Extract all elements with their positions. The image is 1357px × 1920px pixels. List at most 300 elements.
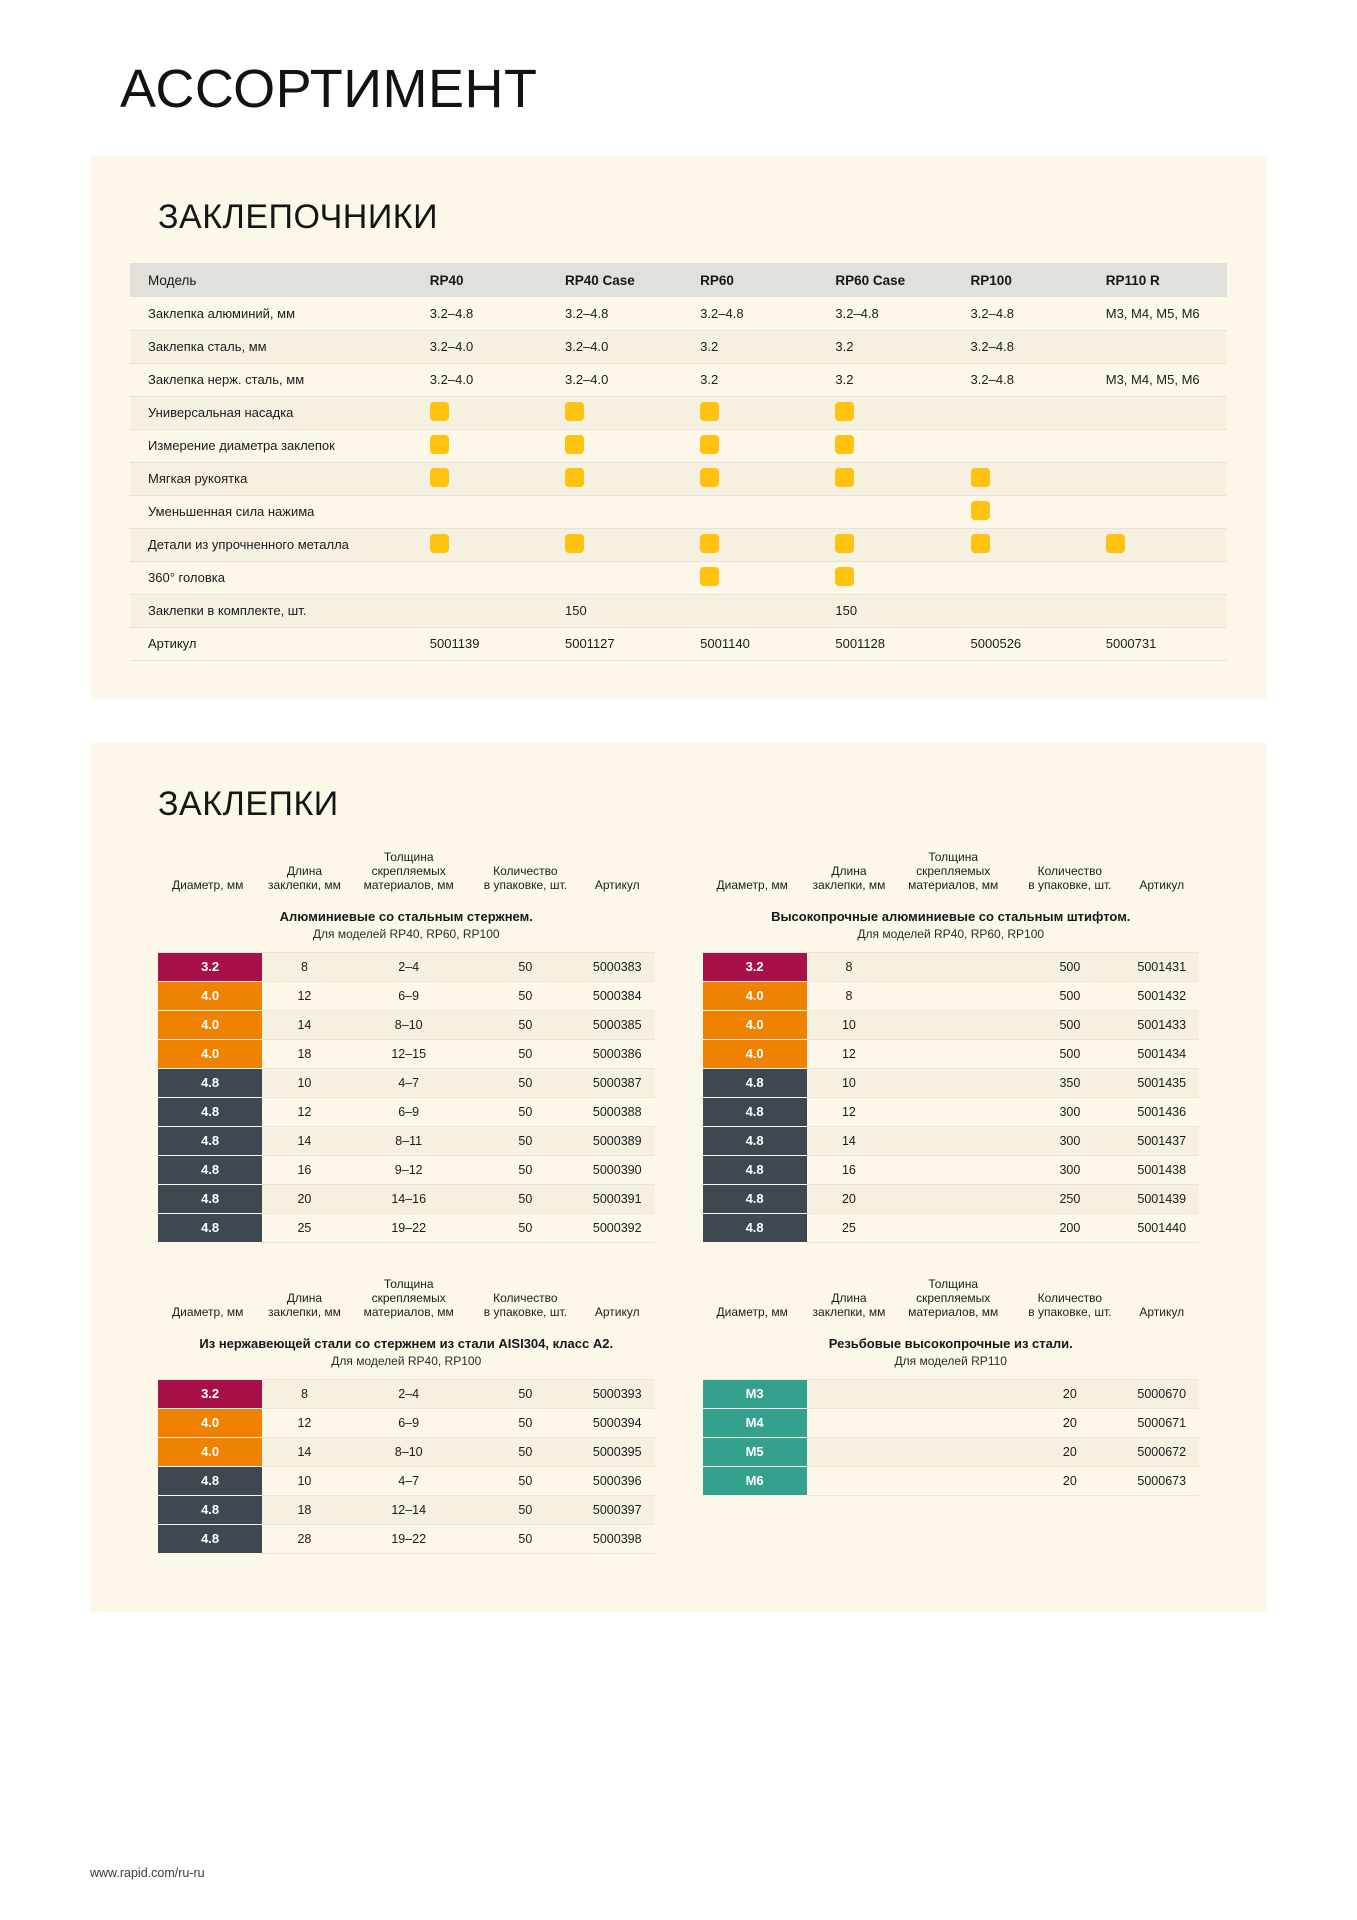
rivets-table-head: [703, 850, 1200, 899]
table-cell: 3.2–4.8: [551, 297, 686, 330]
table-cell: 5000383: [580, 952, 655, 981]
table-cell: 10: [807, 1010, 891, 1039]
riveters-col-header: Модель: [130, 263, 416, 297]
table-row: [158, 1466, 655, 1495]
table-row: [703, 1010, 1200, 1039]
table-cell: 5000391: [580, 1184, 655, 1213]
rivets-table-head: [158, 850, 655, 899]
table-cell: [891, 1213, 1015, 1242]
diameter-badge: 4.0: [158, 981, 262, 1010]
riveters-col-header: RP40 Case: [551, 263, 686, 297]
table-row: [158, 952, 655, 981]
table-row: [703, 1408, 1200, 1437]
feature-dot-icon: [957, 462, 1092, 495]
group-header-row: [158, 1326, 655, 1379]
table-cell: 5001437: [1124, 1126, 1199, 1155]
rivets-col-header: Толщина скрепляемых материалов, мм: [363, 849, 454, 892]
group-header-cell: [158, 899, 655, 952]
feature-dot-icon: [686, 528, 821, 561]
table-cell: 150: [551, 594, 686, 627]
table-cell: 8: [807, 952, 891, 981]
feature-dot-icon: [821, 528, 956, 561]
feature-dot-icon: [821, 396, 956, 429]
table-cell: 3.2: [686, 330, 821, 363]
table-cell: 5000394: [580, 1408, 655, 1437]
diameter-badge: M5: [703, 1437, 807, 1466]
table-row: [703, 1466, 1200, 1495]
yellow-square-icon: [700, 534, 719, 553]
table-cell: 20: [1015, 1466, 1124, 1495]
table-cell: 5001433: [1124, 1010, 1199, 1039]
table-cell: [891, 1068, 1015, 1097]
table-cell: 3.2–4.8: [957, 363, 1092, 396]
rivets-col-header: Толщина скрепляемых материалов, мм: [908, 849, 999, 892]
table-cell: 25: [262, 1213, 346, 1242]
rivets-table-1: [703, 850, 1200, 1243]
riveters-col-header: RP110 R: [1092, 263, 1227, 297]
diameter-badge: 3.2: [158, 952, 262, 981]
table-row: [703, 1126, 1200, 1155]
table-cell: [416, 561, 551, 594]
table-row: [158, 1495, 655, 1524]
rivets-col-header: Количество в упаковке, шт.: [1028, 863, 1112, 892]
diameter-badge: 4.8: [703, 1126, 807, 1155]
table-row: [703, 1097, 1200, 1126]
row-label: Уменьшенная сила нажима: [130, 495, 416, 528]
table-cell: 4–7: [347, 1068, 471, 1097]
page-title: АССОРТИМЕНТ: [120, 59, 538, 119]
riveters-table-body: [130, 297, 1227, 660]
riveters-col-header: RP40: [416, 263, 551, 297]
table-header-row: [703, 850, 1200, 899]
table-cell: 19–22: [347, 1213, 471, 1242]
table-cell: [891, 1039, 1015, 1068]
riveters-heading: ЗАКЛЕПОЧНИКИ: [158, 198, 439, 236]
table-header-row: [158, 1277, 655, 1326]
group-header-cell: [703, 899, 1200, 952]
yellow-square-icon: [430, 435, 449, 454]
rivets-col-header: Диаметр, мм: [172, 877, 244, 892]
table-cell: 200: [1015, 1213, 1124, 1242]
feature-dot-icon: [957, 495, 1092, 528]
rivets-table-2: [158, 1277, 655, 1554]
table-row: [158, 1068, 655, 1097]
rivets-col-header: Длина заклепки, мм: [268, 863, 341, 892]
table-row: [130, 627, 1227, 660]
rivets-col-header: Толщина скрепляемых материалов, мм: [363, 1276, 454, 1320]
diameter-badge: 4.0: [158, 1437, 262, 1466]
yellow-square-icon: [1106, 534, 1125, 553]
feature-dot-icon: [551, 528, 686, 561]
table-row: [703, 1155, 1200, 1184]
table-cell: [686, 594, 821, 627]
table-cell: 18: [262, 1495, 346, 1524]
table-row: [158, 1097, 655, 1126]
table-cell: 50: [471, 981, 580, 1010]
table-cell: 50: [471, 1466, 580, 1495]
feature-dot-icon: [821, 561, 956, 594]
table-cell: 5001431: [1124, 952, 1199, 981]
table-cell: [891, 952, 1015, 981]
table-cell: 20: [1015, 1437, 1124, 1466]
table-cell: [416, 594, 551, 627]
table-cell: 12–15: [347, 1039, 471, 1068]
row-label: Заклепка сталь, мм: [130, 330, 416, 363]
table-row: [158, 1408, 655, 1437]
group-title: Высокопрочные алюминиевые со стальным штифтом.: [771, 908, 1131, 924]
diameter-badge: 4.8: [158, 1466, 262, 1495]
table-cell: 5000673: [1124, 1466, 1199, 1495]
table-cell: 2–4: [347, 1379, 471, 1408]
diameter-badge: 4.8: [158, 1126, 262, 1155]
table-cell: 20: [1015, 1379, 1124, 1408]
table-cell: 3.2: [821, 363, 956, 396]
table-row: [703, 1437, 1200, 1466]
table-cell: 12–14: [347, 1495, 471, 1524]
table-row: [158, 1213, 655, 1242]
table-cell: 14: [807, 1126, 891, 1155]
table-cell: 300: [1015, 1155, 1124, 1184]
table-cell: [891, 1126, 1015, 1155]
diameter-badge: 4.0: [703, 1010, 807, 1039]
table-cell: [1092, 330, 1227, 363]
table-cell: 12: [807, 1097, 891, 1126]
table-cell: 12: [262, 1097, 346, 1126]
diameter-badge: M4: [703, 1408, 807, 1437]
yellow-square-icon: [700, 435, 719, 454]
yellow-square-icon: [835, 534, 854, 553]
table-cell: 50: [471, 1184, 580, 1213]
group-header-row: [158, 899, 655, 952]
riveters-col-header: RP60: [686, 263, 821, 297]
diameter-badge: 4.0: [703, 1039, 807, 1068]
diameter-badge: 4.8: [158, 1495, 262, 1524]
diameter-badge: M6: [703, 1466, 807, 1495]
feature-dot-icon: [551, 396, 686, 429]
table-cell: 5000396: [580, 1466, 655, 1495]
table-cell: [807, 1466, 891, 1495]
group-header-cell: [703, 1326, 1200, 1379]
table-cell: [891, 1010, 1015, 1039]
table-cell: 16: [807, 1155, 891, 1184]
table-row: [158, 1379, 655, 1408]
table-cell: [807, 1379, 891, 1408]
table-cell: [1092, 396, 1227, 429]
feature-dot-icon: [1092, 528, 1227, 561]
table-cell: 500: [1015, 1039, 1124, 1068]
table-cell: 3.2–4.8: [416, 297, 551, 330]
table-cell: 12: [807, 1039, 891, 1068]
row-label: Заклепка нерж. сталь, мм: [130, 363, 416, 396]
table-cell: 6–9: [347, 981, 471, 1010]
table-row: [158, 1010, 655, 1039]
table-cell: 5001436: [1124, 1097, 1199, 1126]
table-cell: [1092, 495, 1227, 528]
table-cell: 20: [1015, 1408, 1124, 1437]
group-title: Резьбовые высокопрочные из стали.: [828, 1336, 1073, 1352]
table-cell: 3.2: [686, 363, 821, 396]
rivets-col-header: Длина заклепки, мм: [268, 1290, 341, 1320]
table-row: [158, 1126, 655, 1155]
table-cell: 50: [471, 1039, 580, 1068]
table-row: [158, 1184, 655, 1213]
diameter-badge: 4.8: [703, 1097, 807, 1126]
rivets-col-header: Количество в упаковке, шт.: [1028, 1290, 1112, 1320]
table-cell: 50: [471, 1495, 580, 1524]
table-cell: 5000393: [580, 1379, 655, 1408]
table-cell: 5000390: [580, 1155, 655, 1184]
table-cell: 50: [471, 1213, 580, 1242]
table-cell: [891, 981, 1015, 1010]
table-cell: 10: [807, 1068, 891, 1097]
table-cell: 5000388: [580, 1097, 655, 1126]
table-header-row: [158, 850, 655, 899]
row-label: 360° головка: [130, 561, 416, 594]
column-spacer: [158, 1243, 655, 1277]
yellow-square-icon: [835, 468, 854, 487]
table-cell: 14: [262, 1126, 346, 1155]
footer-url[interactable]: www.rapid.com/ru-ru: [90, 1866, 205, 1880]
table-cell: 5001439: [1124, 1184, 1199, 1213]
diameter-badge: 4.8: [703, 1068, 807, 1097]
table-cell: 50: [471, 1524, 580, 1553]
yellow-square-icon: [430, 468, 449, 487]
table-row: [130, 594, 1227, 627]
riveters-table: [130, 263, 1227, 661]
table-cell: 2–4: [347, 952, 471, 981]
table-row: [703, 1213, 1200, 1242]
yellow-square-icon: [835, 402, 854, 421]
table-cell: 5001440: [1124, 1213, 1199, 1242]
yellow-square-icon: [430, 534, 449, 553]
table-cell: 3.2–4.8: [957, 330, 1092, 363]
table-cell: M3, M4, M5, M6: [1092, 297, 1227, 330]
table-row: [158, 1524, 655, 1553]
table-row: [158, 1437, 655, 1466]
rivets-col-header: Диаметр, мм: [716, 1305, 788, 1320]
feature-dot-icon: [416, 462, 551, 495]
table-cell: 350: [1015, 1068, 1124, 1097]
rivets-col-header: Артикул: [594, 877, 640, 892]
table-cell: 5000526: [957, 627, 1092, 660]
feature-dot-icon: [416, 429, 551, 462]
rivets-columns: [158, 850, 1199, 1554]
group-title: Алюминиевые со стальным стержнем.: [279, 908, 533, 924]
table-cell: [891, 1184, 1015, 1213]
yellow-square-icon: [835, 567, 854, 586]
table-cell: 3.2–4.0: [551, 363, 686, 396]
table-cell: 5000397: [580, 1495, 655, 1524]
rivets-col-header: Артикул: [1139, 1305, 1185, 1320]
table-cell: 5000671: [1124, 1408, 1199, 1437]
table-cell: [957, 594, 1092, 627]
yellow-square-icon: [971, 534, 990, 553]
table-cell: 5000386: [580, 1039, 655, 1068]
yellow-square-icon: [565, 435, 584, 454]
rivets-col-header: Количество в упаковке, шт.: [483, 1290, 567, 1320]
table-cell: 16: [262, 1155, 346, 1184]
table-cell: 6–9: [347, 1408, 471, 1437]
table-cell: 10: [262, 1068, 346, 1097]
table-row: [703, 981, 1200, 1010]
row-label: Детали из упрочненного металла: [130, 528, 416, 561]
rivets-heading: ЗАКЛЕПКИ: [158, 784, 339, 823]
table-cell: 5001127: [551, 627, 686, 660]
feature-dot-icon: [416, 396, 551, 429]
table-cell: 8–11: [347, 1126, 471, 1155]
rivets-table-body: [158, 899, 655, 1242]
group-subtitle: Для моделей RP40, RP60, RP100: [312, 926, 500, 941]
table-cell: 5000672: [1124, 1437, 1199, 1466]
diameter-badge: 4.8: [158, 1524, 262, 1553]
table-row: [130, 363, 1227, 396]
table-cell: [551, 561, 686, 594]
table-cell: 3.2–4.8: [686, 297, 821, 330]
table-cell: 8–10: [347, 1437, 471, 1466]
table-row: [703, 1068, 1200, 1097]
rivets-col-header: Длина заклепки, мм: [812, 863, 886, 892]
rivets-col-header: Диаметр, мм: [172, 1305, 244, 1320]
feature-dot-icon: [551, 462, 686, 495]
riveters-panel: [90, 156, 1267, 699]
table-cell: 150: [821, 594, 956, 627]
table-cell: 14: [262, 1010, 346, 1039]
table-cell: 300: [1015, 1097, 1124, 1126]
diameter-badge: 4.0: [158, 1408, 262, 1437]
table-cell: 5001432: [1124, 981, 1199, 1010]
table-cell: 5000731: [1092, 627, 1227, 660]
rivets-table-0: [158, 850, 655, 1243]
diameter-badge: 4.0: [703, 981, 807, 1010]
table-cell: 50: [471, 1155, 580, 1184]
table-cell: [551, 495, 686, 528]
table-cell: 9–12: [347, 1155, 471, 1184]
table-cell: 250: [1015, 1184, 1124, 1213]
riveters-table-head: [130, 263, 1227, 297]
table-cell: 8: [807, 981, 891, 1010]
rivets-table-body: [158, 1326, 655, 1553]
table-cell: 50: [471, 1126, 580, 1155]
table-cell: [891, 1097, 1015, 1126]
feature-dot-icon: [686, 396, 821, 429]
table-cell: 12: [262, 1408, 346, 1437]
table-cell: 5000670: [1124, 1379, 1199, 1408]
rivets-table-head: [158, 1277, 655, 1326]
table-row: [130, 297, 1227, 330]
table-row: [158, 1155, 655, 1184]
table-cell: [891, 1437, 1015, 1466]
table-cell: [957, 396, 1092, 429]
table-cell: 500: [1015, 981, 1124, 1010]
table-cell: 3.2–4.0: [416, 330, 551, 363]
table-row: [130, 528, 1227, 561]
table-cell: 5000387: [580, 1068, 655, 1097]
diameter-badge: 4.8: [703, 1184, 807, 1213]
rivets-table-body: [703, 1326, 1200, 1495]
table-cell: 8: [262, 952, 346, 981]
table-cell: 50: [471, 1379, 580, 1408]
yellow-square-icon: [971, 468, 990, 487]
row-label: Заклепка алюминий, мм: [130, 297, 416, 330]
table-cell: 5000384: [580, 981, 655, 1010]
table-cell: 300: [1015, 1126, 1124, 1155]
rivets-right-column: [703, 850, 1200, 1554]
table-cell: 20: [262, 1184, 346, 1213]
table-cell: 5001434: [1124, 1039, 1199, 1068]
row-label: Измерение диаметра заклепок: [130, 429, 416, 462]
group-header-cell: [158, 1326, 655, 1379]
rivets-col-header: Артикул: [594, 1305, 640, 1320]
diameter-badge: 4.8: [158, 1097, 262, 1126]
table-cell: 5000398: [580, 1524, 655, 1553]
table-row: [130, 495, 1227, 528]
rivets-table-body: [703, 899, 1200, 1242]
yellow-square-icon: [565, 534, 584, 553]
table-row: [703, 1184, 1200, 1213]
group-header-row: [703, 1326, 1200, 1379]
table-cell: 4–7: [347, 1466, 471, 1495]
group-title: Из нержавеющей стали со стержнем из стали AISI304, класс А2.: [199, 1336, 614, 1352]
table-header-row: [703, 1277, 1200, 1326]
table-row: [703, 952, 1200, 981]
row-label: Артикул: [130, 627, 416, 660]
table-cell: 25: [807, 1213, 891, 1242]
rivets-table-head: [703, 1277, 1200, 1326]
table-cell: 3.2: [821, 330, 956, 363]
feature-dot-icon: [957, 528, 1092, 561]
table-cell: [807, 1437, 891, 1466]
feature-dot-icon: [686, 561, 821, 594]
table-cell: 6–9: [347, 1097, 471, 1126]
rivets-col-header: Количество в упаковке, шт.: [483, 863, 567, 892]
table-cell: 5000392: [580, 1213, 655, 1242]
table-cell: 5000385: [580, 1010, 655, 1039]
rivets-table-3: [703, 1277, 1200, 1496]
table-cell: 500: [1015, 952, 1124, 981]
diameter-badge: 4.8: [158, 1184, 262, 1213]
table-cell: [1092, 561, 1227, 594]
table-cell: 8–10: [347, 1010, 471, 1039]
table-cell: [1092, 429, 1227, 462]
table-cell: 14–16: [347, 1184, 471, 1213]
table-cell: [821, 495, 956, 528]
rivets-left-column: [158, 850, 655, 1554]
riveters-col-header: RP100: [957, 263, 1092, 297]
table-cell: 10: [262, 1466, 346, 1495]
yellow-square-icon: [700, 567, 719, 586]
group-subtitle: Для моделей RP110: [894, 1353, 1007, 1368]
table-cell: M3, M4, M5, M6: [1092, 363, 1227, 396]
table-cell: [416, 495, 551, 528]
table-cell: 3.2–4.8: [957, 297, 1092, 330]
group-subtitle: Для моделей RP40, RP100: [331, 1353, 482, 1368]
table-row: [130, 330, 1227, 363]
table-cell: 50: [471, 1010, 580, 1039]
table-cell: 14: [262, 1437, 346, 1466]
table-cell: 28: [262, 1524, 346, 1553]
diameter-badge: 4.8: [158, 1155, 262, 1184]
yellow-square-icon: [700, 402, 719, 421]
rivets-col-header: Длина заклепки, мм: [812, 1290, 886, 1320]
rivets-col-header: Артикул: [1139, 877, 1185, 892]
feature-dot-icon: [821, 462, 956, 495]
rivets-col-header: Диаметр, мм: [716, 877, 788, 892]
feature-dot-icon: [416, 528, 551, 561]
table-cell: 18: [262, 1039, 346, 1068]
table-cell: [891, 1379, 1015, 1408]
riveters-col-header: RP60 Case: [821, 263, 956, 297]
table-cell: 5001139: [416, 627, 551, 660]
